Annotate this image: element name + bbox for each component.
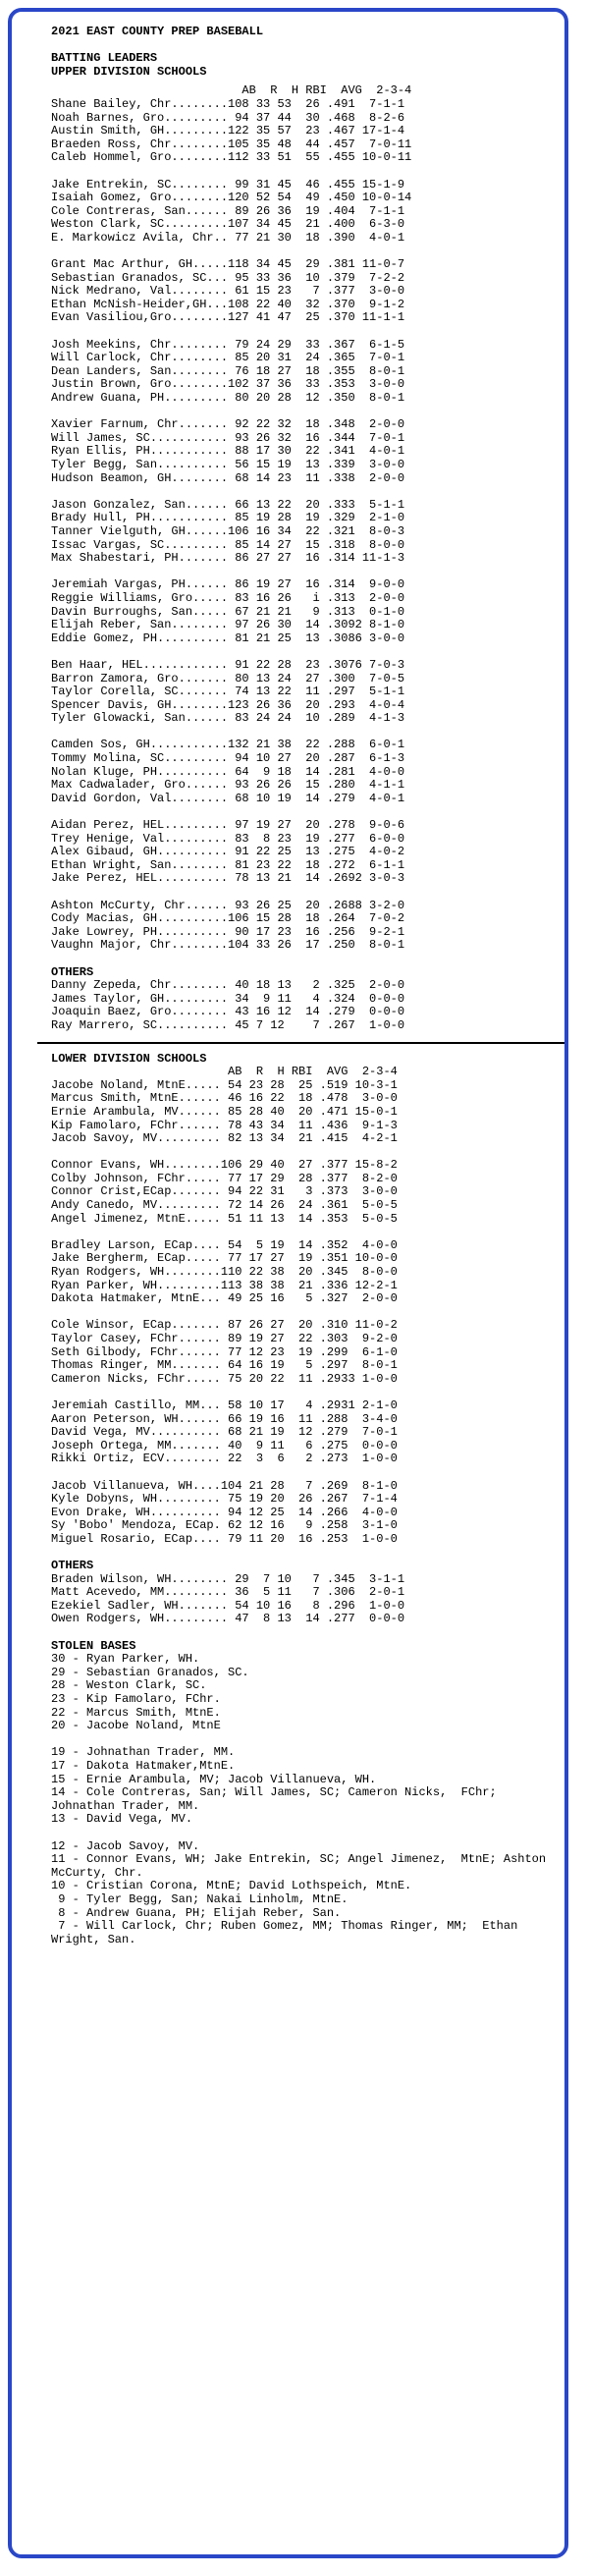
stolen-bases-list (51, 1653, 568, 1946)
player-row: Elijah Reber, San........ 97 26 30 14 .3092 8-1-0 (51, 618, 405, 632)
player-row: Isaiah Gomez, Gro........120 52 54 49 .450 10-0-14 (51, 191, 412, 205)
player-row: Brady Hull, PH........... 85 19 28 19 .329 2-1-0 (51, 511, 405, 525)
player-row: Marcus Smith, MtnE...... 46 16 22 18 .478 3-0-0 (51, 1091, 398, 1106)
player-row: Connor Crist,ECap....... 94 22 31 3 .373 3-0-0 (51, 1184, 398, 1199)
stat-group (51, 1399, 568, 1466)
player-row: Reggie Williams, Gro..... 83 16 26 i .313 2-0-0 (51, 590, 405, 605)
player-row: Ryan Ellis, PH........... 88 17 30 22 .341 4-0-1 (51, 444, 405, 459)
stolen-base-entry: 10 - Cristian Corona, MtnE; David Lothspeich, MtnE. (51, 1879, 412, 1893)
player-row: Camden Sos, GH...........132 21 38 22 .288 6-0-1 (51, 738, 405, 752)
player-row: Josh Meekins, Chr........ 79 24 29 33 .367 6-1-5 (51, 337, 405, 352)
player-row: Spencer Davis, GH........123 26 36 20 .293 4-0-4 (51, 697, 405, 712)
player-row: Aidan Perez, HEL......... 97 19 27 20 .278 9-0-6 (51, 818, 405, 833)
player-row: Barron Zamora, Gro....... 80 13 24 27 .300 7-0-5 (51, 671, 405, 685)
player-row: Ezekiel Sadler, WH....... 54 10 16 8 .296 1-0-0 (51, 1598, 405, 1613)
upper-division-header: UPPER DIVISION SCHOOLS (51, 64, 207, 79)
player-row: Connor Evans, WH........106 29 40 27 .377 15-8-2 (51, 1158, 398, 1173)
section-divider (37, 1042, 568, 1044)
player-row: Sebastian Granados, SC... 95 33 36 10 .379 7-2-2 (51, 270, 405, 285)
player-row: Thomas Ringer, MM....... 64 16 19 5 .297 8-0-1 (51, 1358, 398, 1373)
lower-column-headers: AB R H RBI AVG 2-3-4 (51, 1065, 398, 1079)
player-row: Davin Burroughs, San..... 67 21 21 9 .313 0-1-0 (51, 604, 405, 619)
stolen-base-entry: 23 - Kip Famolaro, FChr. (51, 1692, 221, 1707)
stat-group (51, 179, 568, 246)
player-row: Ethan Wright, San........ 81 23 22 18 .272 6-1-1 (51, 857, 405, 872)
stat-group (51, 659, 568, 726)
player-row: Ben Haar, HEL............ 91 22 28 23 .3076 7-0-3 (51, 657, 405, 672)
player-row: Taylor Corella, SC....... 74 13 22 11 .297 5-1-1 (51, 685, 405, 699)
player-row: Ray Marrero, SC.......... 45 7 12 7 .267 1-0-0 (51, 1017, 405, 1032)
player-row: Seth Gilbody, FChr...... 77 12 23 19 .299 6-1-0 (51, 1344, 398, 1359)
player-row: Caleb Hommel, Gro........112 33 51 55 .455 10-0-11 (51, 150, 412, 165)
batting-leaders-header: BATTING LEADERS (51, 51, 158, 66)
stat-group (51, 98, 568, 165)
player-row: Ernie Arambula, MV...... 85 28 40 20 .471 15-0-1 (51, 1104, 398, 1119)
stat-group (51, 1746, 568, 1827)
upper-division-table (51, 98, 568, 953)
lower-division-header: LOWER DIVISION SCHOOLS (51, 1051, 207, 1066)
player-row: Cole Contreras, San...... 89 26 36 19 .404 7-1-1 (51, 203, 405, 218)
stolen-base-entry: 11 - Connor Evans, WH; Jake Entrekin, SC; Angel Jimenez, MtnE; Ashton McCurty, Chr. (51, 1852, 554, 1880)
stolen-base-entry: 30 - Ryan Parker, WH. (51, 1652, 200, 1667)
player-row: Grant Mac Arthur, GH.....118 34 45 29 .381 11-0-7 (51, 257, 405, 272)
player-row: Kyle Dobyns, WH......... 75 19 20 26 .267 7-1-4 (51, 1492, 398, 1507)
player-row: Aaron Peterson, WH...... 66 19 16 11 .288 3-4-0 (51, 1411, 398, 1426)
document-frame (8, 8, 568, 2558)
stolen-base-entry: 28 - Weston Clark, SC. (51, 1678, 207, 1693)
player-row: Shane Bailey, Chr........108 33 53 26 .491 7-1-1 (51, 96, 405, 111)
player-row: Jeremiah Vargas, PH...... 86 19 27 16 .314 9-0-0 (51, 577, 405, 592)
player-row: Max Cadwalader, Gro...... 93 26 26 15 .280 4-1-1 (51, 778, 405, 793)
player-row: E. Markowicz Avila, Chr.. 77 21 30 18 .390 4-0-1 (51, 230, 405, 245)
player-row: Kip Famolaro, FChr...... 78 43 34 11 .436 9-1-3 (51, 1118, 398, 1132)
player-row: Eddie Gomez, PH.......... 81 21 25 13 .3086 3-0-0 (51, 630, 405, 645)
player-row: Andrew Guana, PH......... 80 20 28 12 .350 8-0-1 (51, 391, 405, 406)
stolen-base-entry: 8 - Andrew Guana, PH; Elijah Reber, San. (51, 1905, 342, 1920)
stolen-base-entry: 13 - David Vega, MV. (51, 1812, 193, 1827)
player-row: Jake Entrekin, SC........ 99 31 45 46 .455 15-1-9 (51, 177, 405, 192)
upper-column-headers: AB R H RBI AVG 2-3-4 (51, 83, 412, 98)
upper-others-table (51, 979, 568, 1032)
player-row: Issac Vargas, SC......... 85 14 27 15 .318 8-0-0 (51, 537, 405, 552)
player-row: Nick Medrano, Val........ 61 15 23 7 .377 3-0-0 (51, 284, 405, 299)
player-row: Jeremiah Castillo, MM... 58 10 17 4 .2931 2-1-0 (51, 1398, 398, 1412)
player-row: Braeden Ross, Chr........105 35 48 44 .457 7-0-11 (51, 137, 412, 151)
player-row: Jason Gonzalez, San...... 66 13 22 20 .333 5-1-1 (51, 497, 405, 512)
lower-division-table (51, 1079, 568, 1547)
stat-group (51, 1653, 568, 1733)
player-row: Andy Canedo, MV......... 72 14 26 24 .361 5-0-5 (51, 1198, 398, 1213)
stolen-base-entry: 20 - Jacobe Noland, MtnE (51, 1719, 221, 1733)
player-row: Ethan McNish-Heider,GH...108 22 40 32 .370 9-1-2 (51, 297, 405, 311)
player-row: Rikki Ortiz, ECV........ 22 3 6 2 .273 1-0-0 (51, 1452, 398, 1466)
player-row: Will Carlock, Chr........ 85 20 31 24 .365 7-0-1 (51, 351, 405, 365)
player-row: Tyler Glowacki, San...... 83 24 24 10 .289 4-1-3 (51, 711, 405, 726)
stat-group (51, 900, 568, 953)
player-row: James Taylor, GH......... 34 9 11 4 .324 0-0-0 (51, 991, 405, 1006)
stolen-base-entry: 7 - Will Carlock, Chr; Ruben Gomez, MM; Thomas Ringer, MM; Ethan Wright, San. (51, 1919, 525, 1946)
player-row: Dean Landers, San........ 76 18 27 18 .355 8-0-1 (51, 363, 405, 378)
player-row: Joseph Ortega, MM....... 40 9 11 6 .275 0-0-0 (51, 1438, 398, 1452)
player-row: Will James, SC........... 93 26 32 16 .344 7-0-1 (51, 430, 405, 445)
player-row: Tommy Molina, SC......... 94 10 27 20 .287 6-1-3 (51, 751, 405, 766)
stolen-bases-header: STOLEN BASES (51, 1638, 136, 1653)
player-row: Weston Clark, SC.........107 34 45 21 .400 6-3-0 (51, 217, 405, 232)
stats-document (51, 26, 568, 1946)
stolen-base-entry: 9 - Tyler Begg, San; Nakai Linholm, MtnE. (51, 1891, 349, 1906)
player-row: Jacob Savoy, MV......... 82 13 34 21 .415 4-2-1 (51, 1131, 398, 1146)
player-row: Cole Winsor, ECap....... 87 26 27 20 .310 11-0-2 (51, 1318, 398, 1333)
player-row: Bradley Larson, ECap.... 54 5 19 14 .352 4-0-0 (51, 1237, 398, 1252)
player-row: Evan Vasiliou,Gro........127 41 47 25 .370 11-1-1 (51, 310, 405, 325)
lower-others-table (51, 1573, 568, 1626)
stat-group (51, 1079, 568, 1146)
player-row: Xavier Farnum, Chr....... 92 22 32 18 .348 2-0-0 (51, 417, 405, 432)
stat-group (51, 1319, 568, 1386)
player-row: Cameron Nicks, FChr..... 75 20 22 11 .2933 1-0-0 (51, 1371, 398, 1386)
player-row: Joaquin Baez, Gro........ 43 16 12 14 .279 0-0-0 (51, 1005, 405, 1019)
player-row: Sy 'Bobo' Mendoza, ECap. 62 12 16 9 .258 3-1-0 (51, 1518, 398, 1533)
player-row: Jake Bergherm, ECap..... 77 17 27 19 .351 10-0-0 (51, 1251, 398, 1266)
player-row: Taylor Casey, FChr...... 89 19 27 22 .303 9-2-0 (51, 1332, 398, 1345)
stat-group (51, 418, 568, 485)
stat-group (51, 339, 568, 406)
player-row: Tanner Vielguth, GH......106 16 34 22 .321 8-0-3 (51, 523, 405, 538)
player-row: Ryan Parker, WH.........113 38 38 21 .336 12-2-1 (51, 1278, 398, 1292)
player-row: Noah Barnes, Gro......... 94 37 44 30 .468 8-2-6 (51, 110, 405, 125)
stolen-base-entry: 15 - Ernie Arambula, MV; Jacob Villanueva, WH. (51, 1772, 377, 1786)
player-row: Evon Drake, WH.......... 94 12 25 14 .266 4-0-0 (51, 1505, 398, 1519)
stolen-base-entry: 19 - Johnathan Trader, MM. (51, 1745, 236, 1760)
player-row: Austin Smith, GH.........122 35 57 23 .467 17-1-4 (51, 124, 405, 138)
stolen-base-entry: 22 - Marcus Smith, MtnE. (51, 1705, 221, 1720)
stat-group (51, 1159, 568, 1226)
upper-others-header: OTHERS (51, 964, 94, 979)
stat-group (51, 499, 568, 566)
player-row: Ryan Rodgers, WH........110 22 38 20 .345 8-0-0 (51, 1265, 398, 1280)
player-row: Dakota Hatmaker, MtnE... 49 25 16 5 .327 2-0-0 (51, 1291, 398, 1306)
player-row: Tyler Begg, San.......... 56 15 19 13 .339 3-0-0 (51, 458, 405, 471)
player-row: Jacob Villanueva, WH....104 21 28 7 .269 8-1-0 (51, 1478, 398, 1493)
player-row: Braden Wilson, WH........ 29 7 10 7 .345 3-1-1 (51, 1571, 405, 1586)
player-row: Danny Zepeda, Chr........ 40 18 13 2 .325 2-0-0 (51, 978, 405, 993)
stat-group (51, 578, 568, 645)
stat-group (51, 258, 568, 325)
player-row: Hudson Beamon, GH........ 68 14 23 11 .338 2-0-0 (51, 470, 405, 485)
player-row: Cody Macias, GH..........106 15 28 18 .264 7-0-2 (51, 911, 405, 926)
stat-group (51, 1840, 568, 1947)
player-row: Ashton McCurty, Chr...... 93 26 25 20 .2688 3-2-0 (51, 898, 405, 912)
stolen-base-entry: 29 - Sebastian Granados, SC. (51, 1665, 249, 1679)
player-row: Vaughn Major, Chr........104 33 26 17 .250 8-0-1 (51, 938, 405, 953)
lower-others-header: OTHERS (51, 1559, 94, 1573)
player-row: Angel Jimenez, MtnE..... 51 11 13 14 .353 5-0-5 (51, 1211, 398, 1226)
player-row: Jake Lowrey, PH.......... 90 17 23 16 .256 9-2-1 (51, 924, 405, 939)
player-row: Max Shabestari, PH....... 86 27 27 16 .314 11-1-3 (51, 551, 405, 566)
player-row: Jake Perez, HEL.......... 78 13 21 14 .2692 3-0-3 (51, 871, 405, 886)
player-row: Colby Johnson, FChr..... 77 17 29 28 .377 8-2-0 (51, 1171, 398, 1185)
stolen-base-entry: 14 - Cole Contreras, San; Will James, SC; Cameron Nicks, FChr; Johnathan Trader, MM. (51, 1785, 504, 1813)
player-row: Matt Acevedo, MM......... 36 5 11 7 .306 2-0-1 (51, 1585, 405, 1600)
stat-group (51, 1239, 568, 1306)
player-row: Owen Rodgers, WH......... 47 8 13 14 .277 0-0-0 (51, 1612, 405, 1626)
player-row: Justin Brown, Gro........102 37 36 33 .353 3-0-0 (51, 377, 405, 392)
player-row: Nolan Kluge, PH.......... 64 9 18 14 .281 4-0-0 (51, 764, 405, 779)
stolen-base-entry: 12 - Jacob Savoy, MV. (51, 1838, 200, 1853)
stat-group (51, 739, 568, 805)
player-row: David Gordon, Val........ 68 10 19 14 .279 4-0-1 (51, 791, 405, 805)
stolen-base-entry: 17 - Dakota Hatmaker,MtnE. (51, 1759, 236, 1773)
stat-group (51, 1480, 568, 1547)
stat-group (51, 819, 568, 886)
player-row: Miguel Rosario, ECap.... 79 11 20 16 .253 1-0-0 (51, 1531, 398, 1546)
player-row: Jacobe Noland, MtnE..... 54 23 28 25 .519 10-3-1 (51, 1077, 398, 1092)
player-row: Alex Gibaud, GH.......... 91 22 25 13 .275 4-0-2 (51, 845, 405, 859)
document-title: 2021 EAST COUNTY PREP BASEBALL (51, 25, 264, 38)
player-row: Trey Henige, Val......... 83 8 23 19 .277 6-0-0 (51, 831, 405, 846)
player-row: David Vega, MV.......... 68 21 19 12 .279 7-0-1 (51, 1425, 398, 1440)
